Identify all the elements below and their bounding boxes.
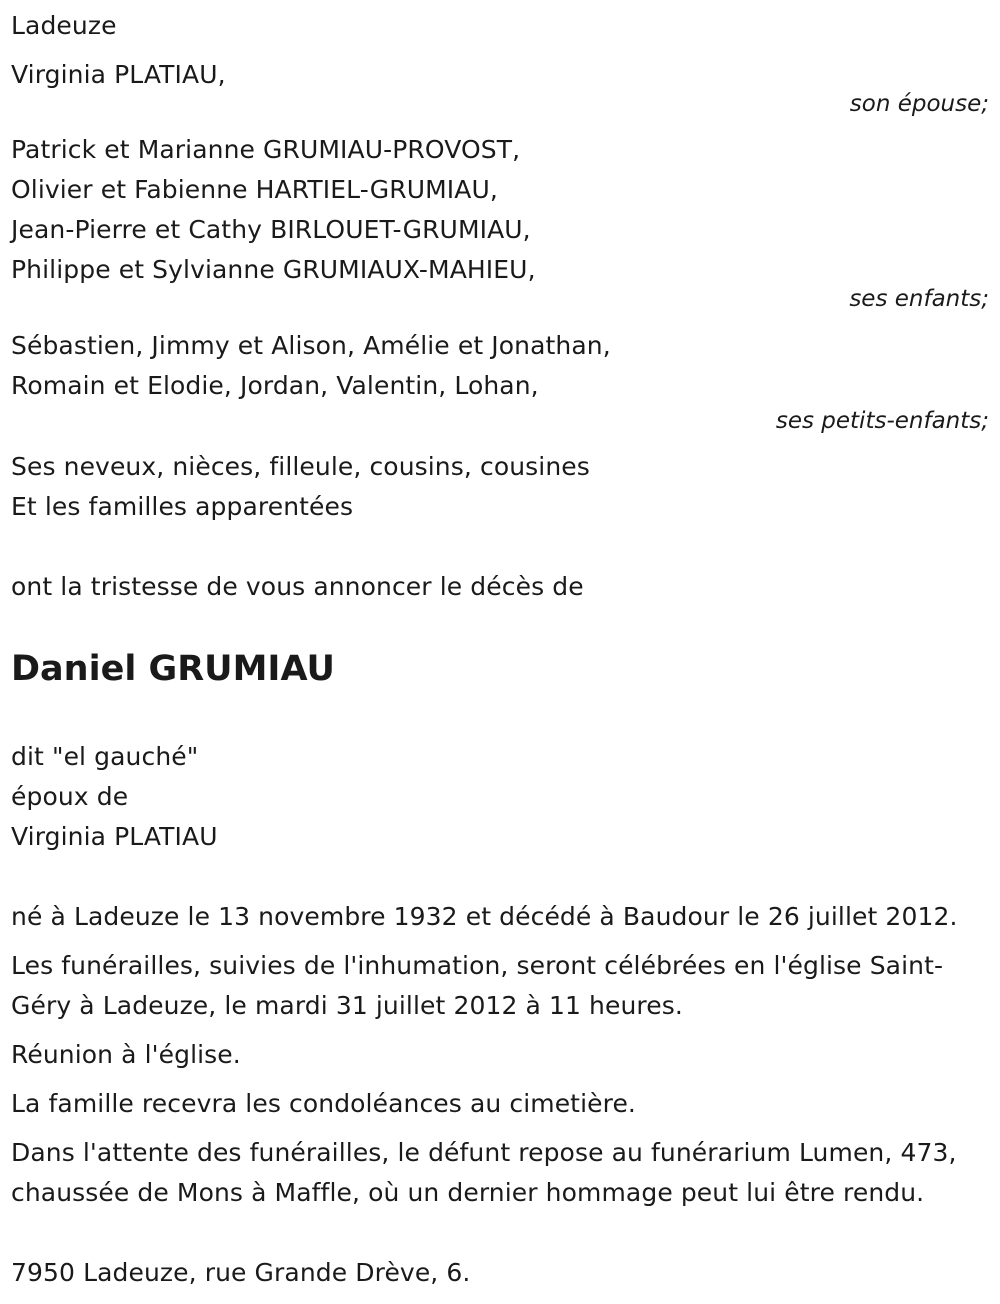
grandchild-line: Romain et Elodie, Jordan, Valentin, Lohan, <box>11 371 539 400</box>
meeting-text: Réunion à l'église. <box>11 1040 241 1069</box>
deceased-nickname: dit "el gauché" <box>11 742 199 771</box>
child-line: Olivier et Fabienne HARTIEL-GRUMIAU, <box>11 175 498 204</box>
spouse-name: Virginia PLATIAU, <box>11 60 226 89</box>
funerarium-text: Dans l'attente des funérailles, le défunt repose au funérarium Lumen, 473, chaussée de Mons à Maffle, où un dernier hommage peut lui être rendu. <box>11 1138 957 1207</box>
grandchildren-role: ses petits-enfants; <box>775 408 989 434</box>
deceased-spouse-label: époux de <box>11 782 129 811</box>
children-role: ses enfants; <box>849 286 989 312</box>
deceased-spouse-name: Virginia PLATIAU <box>11 822 218 851</box>
announcement-text: ont la tristesse de vous annoncer le décès de <box>11 572 584 601</box>
spouse-role: son épouse; <box>849 91 989 117</box>
child-line: Philippe et Sylvianne GRUMIAUX-MAHIEU, <box>11 255 536 284</box>
funeral-text: Les funérailles, suivies de l'inhumation, seront célébrées en l'église Saint-Géry à Ladeuze, le mardi 31 juillet 2012 à 11 heures. <box>11 951 944 1020</box>
child-line: Patrick et Marianne GRUMIAU-PROVOST, <box>11 135 521 164</box>
obituary-notice <box>11 0 989 1293</box>
extended-family-line: Ses neveux, nièces, filleule, cousins, cousines <box>11 452 590 481</box>
child-line: Jean-Pierre et Cathy BIRLOUET-GRUMIAU, <box>11 215 531 244</box>
grandchild-line: Sébastien, Jimmy et Alison, Amélie et Jonathan, <box>11 331 611 360</box>
village-line: Ladeuze <box>11 11 117 40</box>
address-text: 7950 Ladeuze, rue Grande Drève, 6. <box>11 1258 471 1287</box>
extended-family-line: Et les familles apparentées <box>11 492 354 521</box>
deceased-name: Daniel GRUMIAU <box>11 649 335 689</box>
condolences-text: La famille recevra les condoléances au cimetière. <box>11 1089 636 1118</box>
birth-death-text: né à Ladeuze le 13 novembre 1932 et décédé à Baudour le 26 juillet 2012. <box>11 902 958 931</box>
